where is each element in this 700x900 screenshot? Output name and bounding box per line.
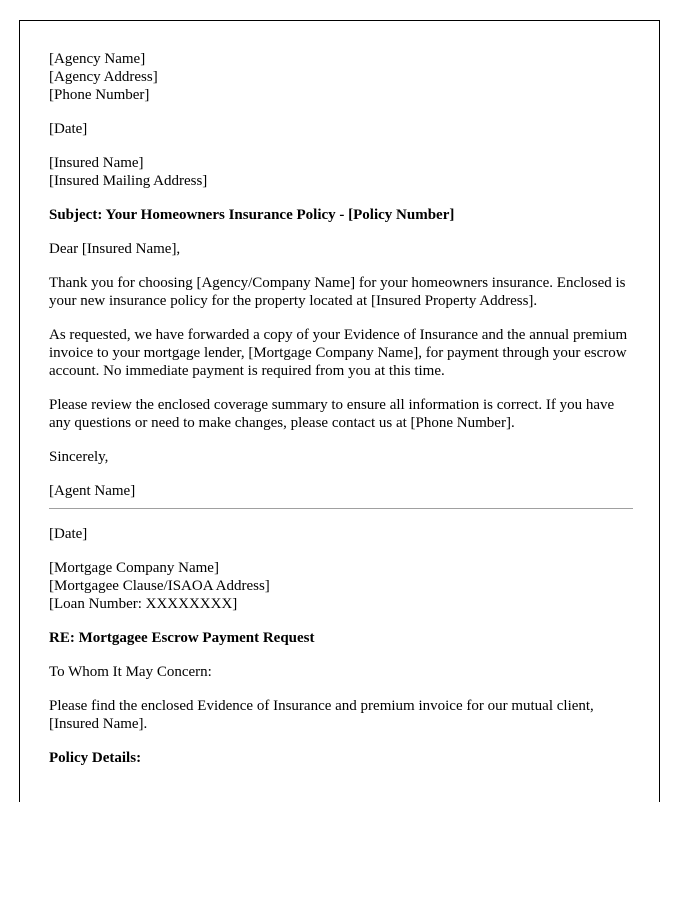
section-divider — [49, 508, 633, 509]
agent-name: [Agent Name] — [49, 483, 136, 499]
insured-name: [Insured Name] — [49, 155, 144, 171]
letter-content — [49, 50, 635, 783]
insured-address: [Insured Mailing Address] — [49, 173, 208, 189]
mortgagee-block — [49, 559, 635, 613]
insured-block — [49, 154, 635, 190]
closing: Sincerely, — [49, 449, 109, 465]
subject-line: Subject: Your Homeowners Insurance Policy - [Policy Number] — [49, 207, 455, 223]
paragraph-1: Thank you for choosing [Agency/Company Name] for your homeowners insurance. Enclosed is your new insurance policy for the property located at [Insured Property Address]. — [49, 275, 626, 309]
re-line: RE: Mortgagee Escrow Payment Request — [49, 630, 315, 646]
loan-number: [Loan Number: XXXXXXXX] — [49, 596, 238, 612]
agency-address: [Agency Address] — [49, 69, 158, 85]
letter-page — [19, 20, 660, 802]
agency-phone: [Phone Number] — [49, 87, 150, 103]
mortgage-company: [Mortgage Company Name] — [49, 560, 219, 576]
agency-block — [49, 50, 635, 104]
salutation: Dear [Insured Name], — [49, 241, 181, 257]
policy-details-heading: Policy Details: — [49, 750, 142, 766]
mortgagee-clause: [Mortgagee Clause/ISAOA Address] — [49, 578, 270, 594]
letter2-salutation: To Whom It May Concern: — [49, 664, 212, 680]
paragraph-2: As requested, we have forwarded a copy of your Evidence of Insurance and the annual premium invoice to your mortgage lender, [Mortgage Company Name], for payment through your escrow account. No immediate payment is required from you at this time. — [49, 327, 628, 379]
paragraph-3: Please review the enclosed coverage summary to ensure all information is correct. If you have any questions or need to make changes, please contact us at [Phone Number]. — [49, 397, 615, 431]
letter2-date: [Date] — [49, 526, 88, 542]
letter2-paragraph-1: Please find the enclosed Evidence of Insurance and premium invoice for our mutual client, [Insured Name]. — [49, 698, 594, 732]
agency-name: [Agency Name] — [49, 51, 146, 67]
letter-date: [Date] — [49, 121, 88, 137]
